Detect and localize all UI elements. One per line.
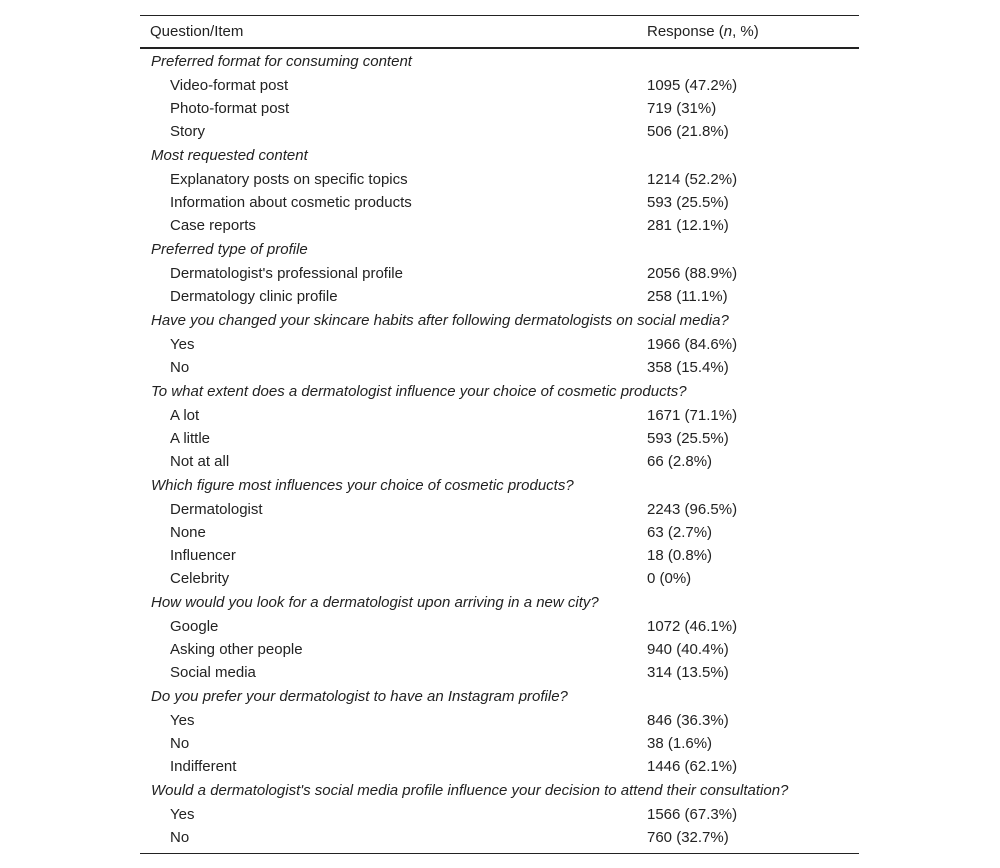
table-row: [140, 333, 859, 356]
header-question-item: Question/Item: [150, 23, 244, 40]
table-header-row: [140, 16, 859, 47]
item-response: 281 (12.1%): [647, 217, 729, 234]
question-label: Would a dermatologist's social media profile influence your decision to attend their consultation?: [151, 782, 789, 799]
question-label: To what extent does a dermatologist influence your choice of cosmetic products?: [151, 383, 687, 400]
item-label: Google: [170, 618, 219, 635]
question-row: [140, 684, 859, 709]
item-label: Video-format post: [170, 77, 289, 94]
table-row: [140, 168, 859, 191]
table-row: [140, 544, 859, 567]
question-row: [140, 237, 859, 262]
question-row: [140, 308, 859, 333]
item-response: 1566 (67.3%): [647, 806, 738, 823]
item-response: 593 (25.5%): [647, 430, 729, 447]
question-label: Preferred format for consuming content: [151, 53, 412, 70]
item-response: 1214 (52.2%): [647, 171, 738, 188]
item-response: 2243 (96.5%): [647, 501, 738, 518]
item-label: A little: [170, 430, 211, 447]
item-label: Photo-format post: [170, 100, 290, 117]
item-response: 846 (36.3%): [647, 712, 729, 729]
table-row: [140, 755, 859, 778]
item-label: Dermatologist's professional profile: [170, 265, 403, 282]
item-response: 1095 (47.2%): [647, 77, 738, 94]
item-response: 38 (1.6%): [647, 735, 713, 752]
item-label: Information about cosmetic products: [170, 194, 412, 211]
table-row: [140, 97, 859, 120]
table-row: [140, 638, 859, 661]
question-label: Most requested content: [151, 147, 308, 164]
item-response: 940 (40.4%): [647, 641, 729, 658]
item-label: Influencer: [170, 547, 236, 564]
table-row: [140, 74, 859, 97]
survey-table: [140, 15, 859, 854]
table-body: [140, 49, 859, 853]
question-row: [140, 590, 859, 615]
table-row: [140, 498, 859, 521]
item-label: No: [170, 735, 190, 752]
item-response: 314 (13.5%): [647, 664, 729, 681]
item-response: 1671 (71.1%): [647, 407, 738, 424]
item-response: 358 (15.4%): [647, 359, 729, 376]
item-label: Celebrity: [170, 570, 230, 587]
table-row: [140, 661, 859, 684]
item-label: Yes: [170, 806, 195, 823]
table-bottom-rule: [140, 853, 859, 854]
item-response: 506 (21.8%): [647, 123, 729, 140]
question-row: [140, 143, 859, 168]
table-row: [140, 803, 859, 826]
table-row: [140, 191, 859, 214]
table-row: [140, 356, 859, 379]
item-label: A lot: [170, 407, 200, 424]
item-response: 593 (25.5%): [647, 194, 729, 211]
item-label: Explanatory posts on specific topics: [170, 171, 408, 188]
table-row: [140, 214, 859, 237]
item-label: Not at all: [170, 453, 230, 470]
question-label: Do you prefer your dermatologist to have an Instagram profile?: [151, 688, 568, 705]
question-label: Have you changed your skincare habits after following dermatologists on social media?: [151, 312, 729, 329]
question-label: Which figure most influences your choice of cosmetic products?: [151, 477, 574, 494]
table-row: [140, 732, 859, 755]
item-response: 1966 (84.6%): [647, 336, 738, 353]
item-label: Dermatologist: [170, 501, 263, 518]
item-label: No: [170, 829, 190, 846]
item-label: Yes: [170, 336, 195, 353]
item-response: 760 (32.7%): [647, 829, 729, 846]
table-row: [140, 450, 859, 473]
item-response: 18 (0.8%): [647, 547, 713, 564]
question-label: How would you look for a dermatologist upon arriving in a new city?: [151, 594, 599, 611]
item-label: Dermatology clinic profile: [170, 288, 338, 305]
table-row: [140, 615, 859, 638]
question-label: Preferred type of profile: [151, 241, 308, 258]
item-response: 1072 (46.1%): [647, 618, 738, 635]
question-row: [140, 379, 859, 404]
header-response: Response (n, %): [647, 23, 759, 40]
item-label: Case reports: [170, 217, 256, 234]
table-row: [140, 262, 859, 285]
item-response: 719 (31%): [647, 100, 717, 117]
table-row: [140, 826, 859, 849]
table-row: [140, 120, 859, 143]
question-row: [140, 473, 859, 498]
item-response: 66 (2.8%): [647, 453, 713, 470]
item-label: Social media: [170, 664, 256, 681]
table-row: [140, 709, 859, 732]
item-response: 258 (11.1%): [647, 288, 728, 305]
item-response: 1446 (62.1%): [647, 758, 738, 775]
question-row: [140, 49, 859, 74]
table-row: [140, 567, 859, 590]
item-label: Story: [170, 123, 206, 140]
item-response: 2056 (88.9%): [647, 265, 738, 282]
item-label: None: [170, 524, 206, 541]
item-response: 0 (0%): [647, 570, 692, 587]
question-row: [140, 778, 859, 803]
table-row: [140, 521, 859, 544]
table-row: [140, 404, 859, 427]
item-label: Asking other people: [170, 641, 303, 658]
table-row: [140, 427, 859, 450]
item-label: No: [170, 359, 190, 376]
table-row: [140, 285, 859, 308]
item-response: 63 (2.7%): [647, 524, 713, 541]
item-label: Yes: [170, 712, 195, 729]
item-label: Indifferent: [170, 758, 237, 775]
